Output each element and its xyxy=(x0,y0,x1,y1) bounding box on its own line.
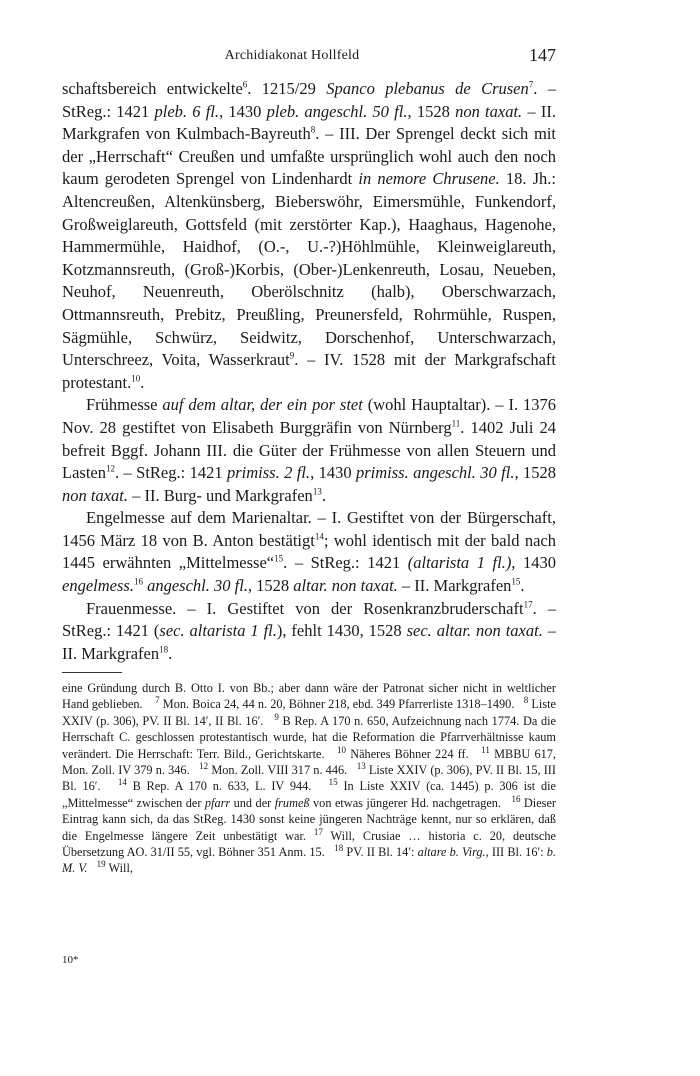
note-ref: 10 xyxy=(131,373,141,384)
paragraph-engelmesse: Engelmesse auf dem Marienaltar. – I. Gestiftet von der Bürgerschaft, 1456 März 18 von B. Anton bestätigt$^{14}$; wohl identisch mit der bald nach 1445 erwähnten „Mittelmesse“$^{15}$. – StReg.: 1421 (altarista 1 fl.), 1430 engelmess.$^{16}$ angeschl. 30 fl., 1528 altar. non taxat. – II. Markgrafen$^{15}$. xyxy=(62,508,556,596)
note-ref: 9 xyxy=(289,350,295,361)
note-ref: 6 xyxy=(242,79,248,90)
note-ref: 7 xyxy=(528,79,534,90)
note-ref: 16 xyxy=(133,576,143,587)
running-title: Archidiakonat Hollfeld xyxy=(224,48,360,63)
note-ref: 17 xyxy=(523,599,533,610)
paragraph-fruehmesse: Frühmesse auf dem altar, der ein por stet (wohl Hauptaltar). – I. 1376 Nov. 28 gestiftet von Elisabeth Burggräfin von Nürnberg$^{11}$. 1402 Juli 24 befreit Bggf. Johann III. die Güter der Frühmesse von allen Steuern und Lasten$^{12}$. – StReg.: 1421 primiss. 2 fl., 1430 primiss. angeschl. 30 fl., 1528 non taxat. – II. Burg- und Markgrafen$^{13}$. xyxy=(62,395,556,505)
note-ref: 15 xyxy=(274,553,284,564)
footnotes xyxy=(62,680,556,877)
book-page xyxy=(62,0,556,1076)
note-ref: 15 xyxy=(511,576,521,587)
paragraph-frauenmesse: Frauenmesse. – I. Gestiftet von der Rosenkranzbruderschaft$^{17}$. – StReg.: 1421 (sec. altarista 1 fl.), fehlt 1430, 1528 sec. altar. non taxat. – II. Markgrafen$^{18}$. xyxy=(62,598,557,663)
page-number: 147 xyxy=(529,45,556,65)
page-header xyxy=(62,46,556,70)
footnote-block: eine Gründung durch B. Otto I. von Bb.; aber dann wäre der Patronat sicher nicht in weltlicher Hand geblieben. $^7$ Mon. Boica 24, 44 n. 20, Böhner 218, ebd. 349 Pfarrerliste 1318–1490. $^8$ Liste XXIV (p. 306), PV. II Bl. 14′, II Bl. 16′. $^9$ B Rep. A 170 n. 650, Aufzeichnung nach 1774. Da die Herrschaft C. geschlossen protestantisch wurde, hat die Reformation die Pfarrverhältnisse kaum verändert. Die Herrschaft: Terr. Bild., Gerichtskarte. $^{10}$ Näheres Böhner 224 ff. $^{11}$ MBBU 617, Mon. Zoll. IV 379 n. 346. $^{12}$ Mon. Zoll. VIII 317 n. 446. $^{13}$ Liste XXIV (p. 306), PV. II Bl. 15, III Bl. 16′. $^{14}$ B Rep. A 170 n. 633, L. IV 944. $^{15}$ In Liste XXIV (ca. 1445) p. 306 ist die „Mittelmesse“ zwischen der pfarr und der frumeß von etwas jüngerer Hd. nachgetragen. $^{16}$ Dieser Eintrag kann sich, da das StReg. 1430 sonst keine jüngeren Nachträge kennt, nur so erklären, daß die Engelmesse längere Zeit unbestätigt war. $^{17}$ Will, Crusiae … historia c. 20, deutsche Übersetzung AO. 31/II 55, vgl. Böhner 351 Anm. 15. $^{18}$ PV. II Bl. 14′: altare b. Virg., III Bl. 16′: b. M. V. $^{19}$ Will, xyxy=(62,681,556,876)
note-ref: 12 xyxy=(105,463,115,474)
footnote-rule xyxy=(62,672,122,673)
note-ref: 13 xyxy=(312,486,322,497)
note-ref: 18 xyxy=(159,644,169,655)
sheet-signature: 10* xyxy=(62,954,79,966)
note-ref: 14 xyxy=(314,531,324,542)
body-text xyxy=(62,78,556,665)
note-ref: 8 xyxy=(310,124,316,135)
paragraph-parish: schaftsbereich entwickelte$^6$. 1215/29 Spanco plebanus de Crusen$^7$. – StReg.: 1421 pleb. 6 fl., 1430 pleb. angeschl. 50 fl., 1528 non taxat. – II. Markgrafen von Kulmbach-Bayreuth$^8$. – III. Der Sprengel deckt sich mit der „Herrschaft“ Creußen und umfaßte ursprünglich wohl auch den noch kaum gerodeten Sprengel von Lindenhardt in nemore Chrusene. 18. Jh.: Altencreußen, Altenkünsberg, Bieberswöhr, Eimersmühle, Funkendorf, Großweiglareuth, Gottsfeld (mit zerstörter Kap.), Haaghaus, Hagenohe, Hammermühle, Haidhof, (O.-, U.-?)Höhlmühle, Kleinweiglareuth, Kotzmannsreuth, (Groß-)Korbis, (Ober-)Lenkenreuth, Losau, Neueben, Neuhof, Neuenreuth, Oberölschnitz (halb), Oberschwarzach, Ottmannsreuth, Prebitz, Preußling, Preunersfeld, Rohrmühle, Ruspen, Sägmühle, Schwürz, Seidwitz, Dorschenhof, Unterschwarzach, Unterschreez, Voita, Wasserkraut$^9$. – IV. 1528 mit der Markgrafschaft protestant.$^{10}$. xyxy=(62,79,557,392)
note-ref: 11 xyxy=(451,418,461,429)
